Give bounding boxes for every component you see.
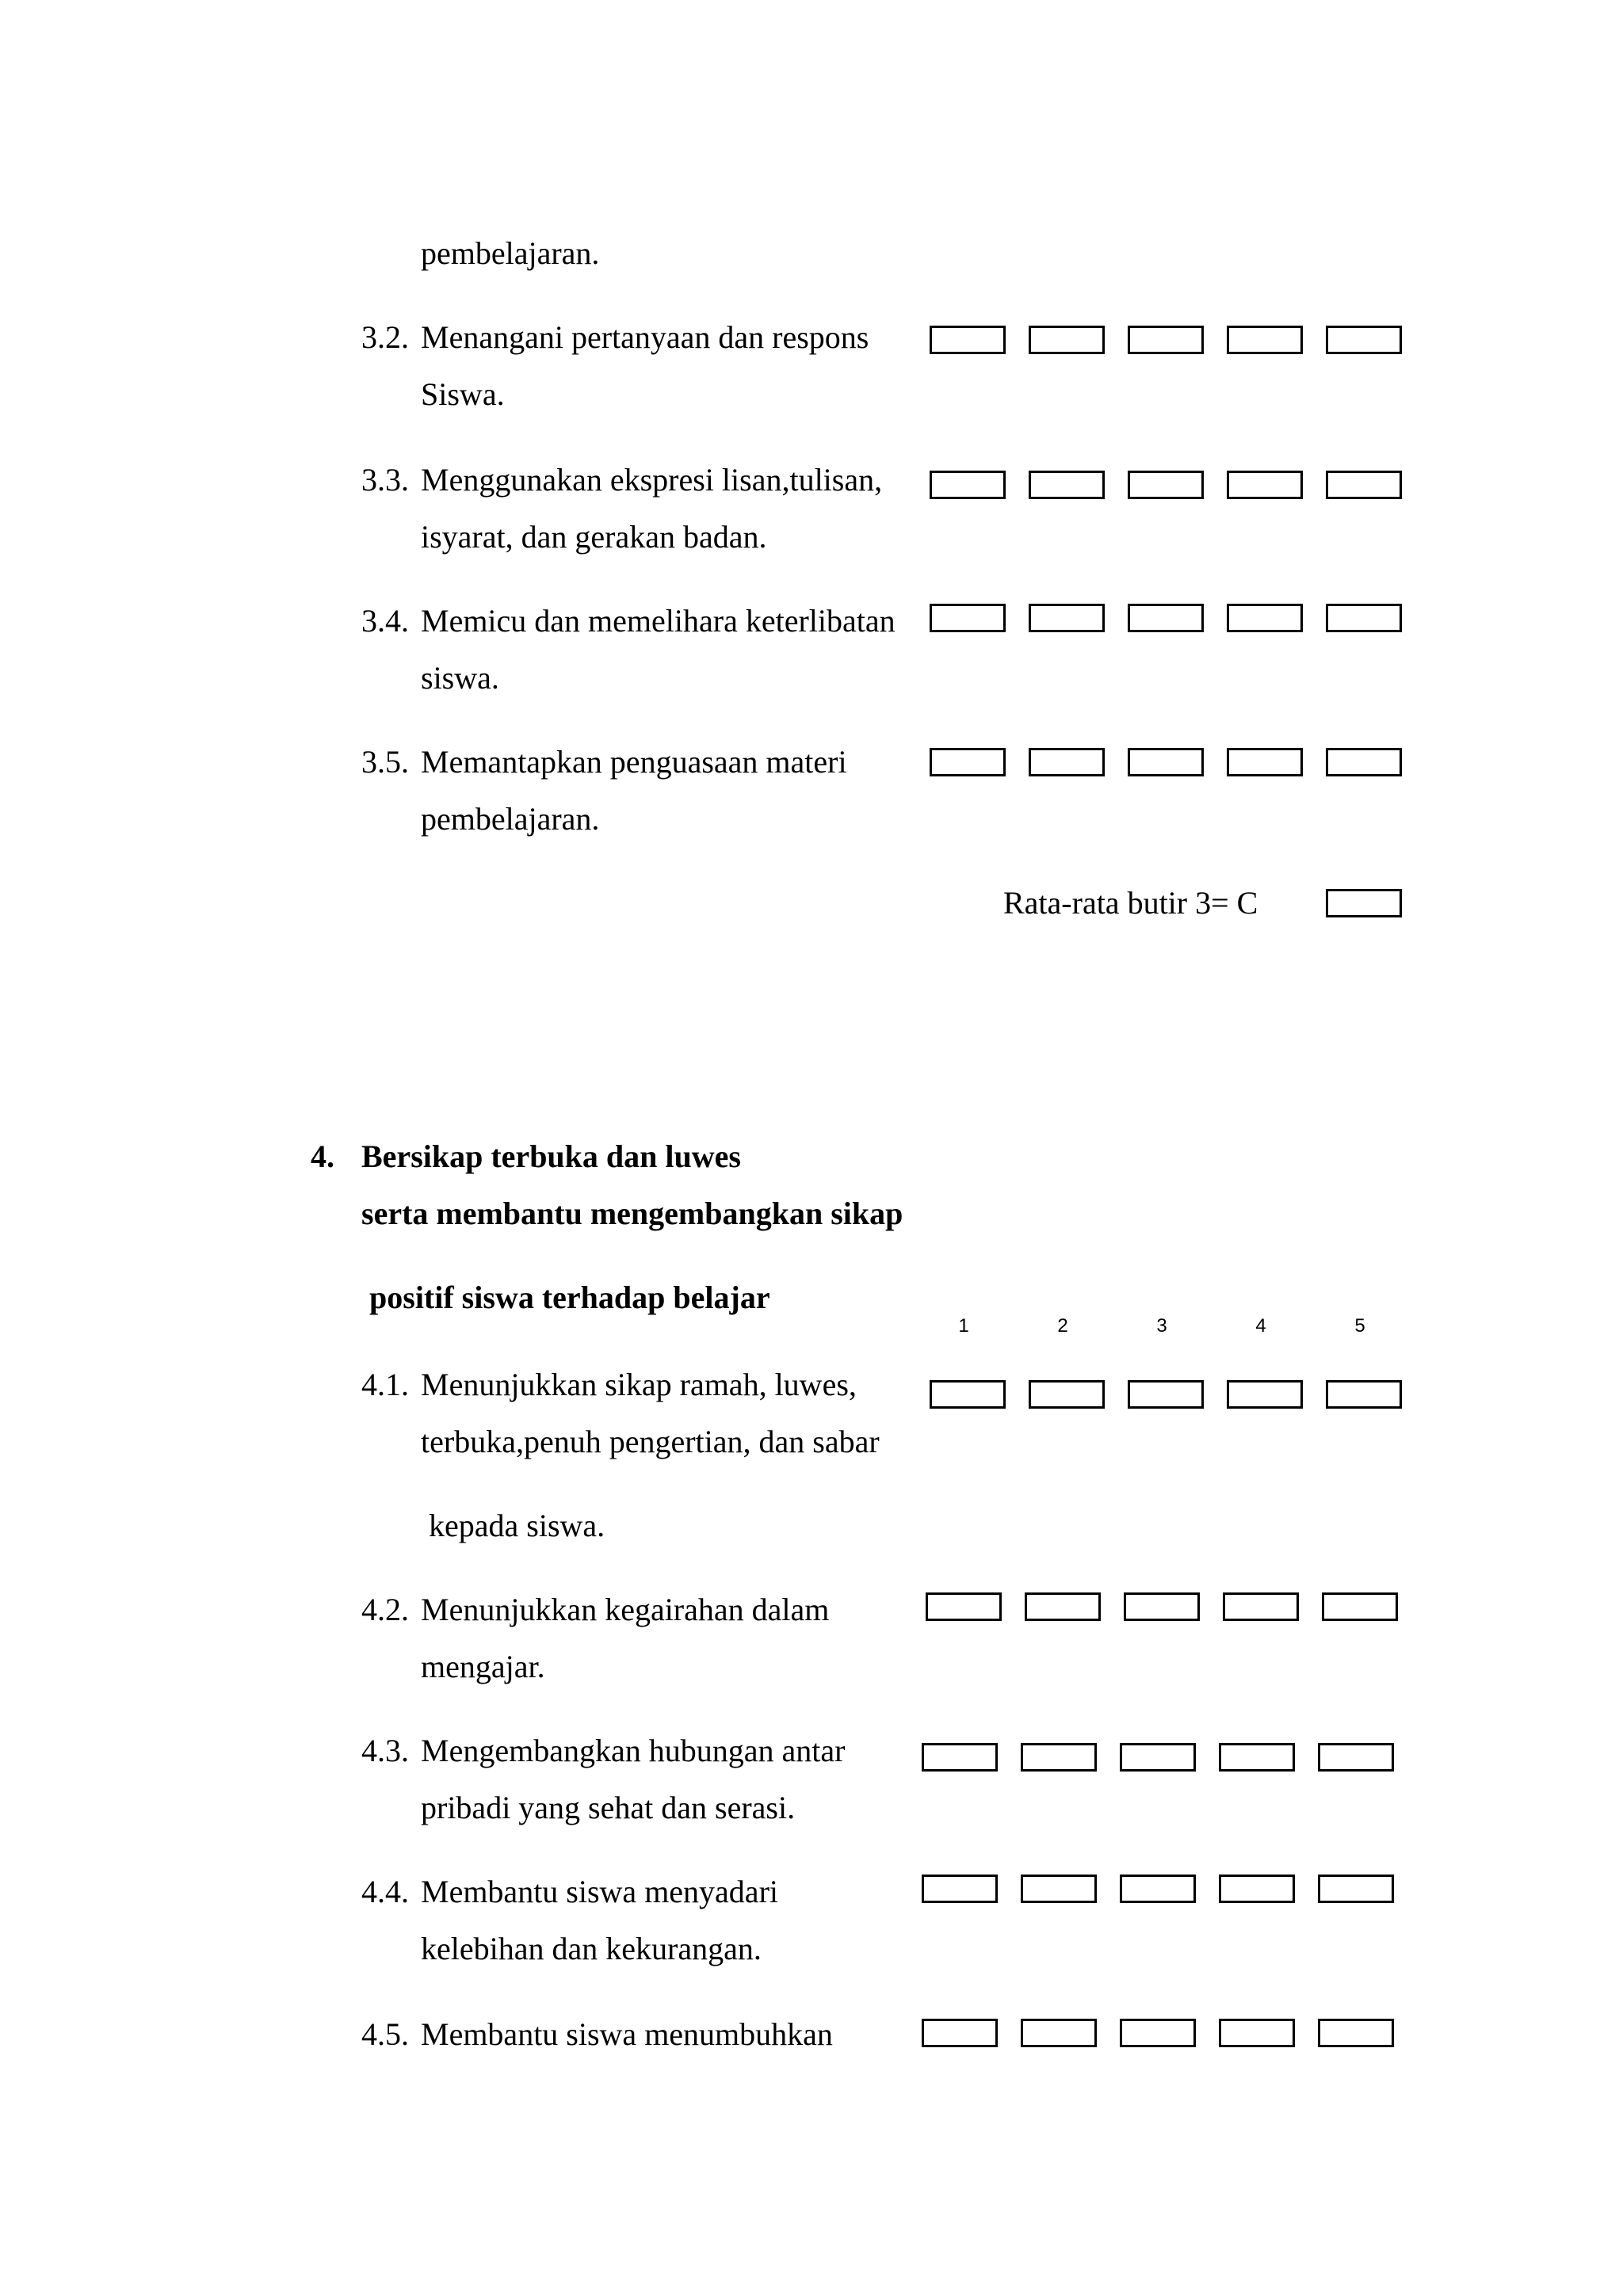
- item-number: 4.3.: [361, 1733, 409, 1768]
- rating-box-5[interactable]: [1322, 1592, 1398, 1621]
- rating-box-1[interactable]: [930, 1380, 1006, 1409]
- section-heading-line3: positif siswa terhadap belajar: [369, 1280, 770, 1315]
- rating-box-4[interactable]: [1219, 1743, 1295, 1772]
- section3-continuation-text: pembelajaran.: [421, 235, 600, 271]
- rating-box-2[interactable]: [1029, 604, 1105, 632]
- item-text-line3: kepada siswa.: [429, 1508, 605, 1543]
- rating-box-2[interactable]: [1029, 471, 1105, 499]
- rating-box-3[interactable]: [1128, 471, 1204, 499]
- item-text-line2: Siswa.: [421, 376, 505, 412]
- item-number: 4.2.: [361, 1592, 409, 1627]
- scale-label-5: 5: [1354, 1315, 1365, 1337]
- rating-box-4[interactable]: [1227, 1380, 1303, 1409]
- item-text-line1: Membantu siswa menumbuhkan: [421, 2016, 833, 2052]
- rating-box-3[interactable]: [1128, 326, 1204, 354]
- rating-box-2[interactable]: [1029, 326, 1105, 354]
- item-text-line1: Menunjukkan sikap ramah, luwes,: [421, 1367, 857, 1402]
- rating-box-2[interactable]: [1029, 1380, 1105, 1409]
- rating-box-3[interactable]: [1120, 2019, 1196, 2047]
- rating-box-2[interactable]: [1021, 1743, 1097, 1772]
- rating-box-1[interactable]: [922, 1875, 998, 1903]
- rating-box-4[interactable]: [1219, 2019, 1295, 2047]
- rating-box-1[interactable]: [926, 1592, 1002, 1621]
- item-text-line2: mengajar.: [421, 1649, 545, 1684]
- item-text-line1: Mengembangkan hubungan antar: [421, 1733, 846, 1768]
- rating-box-2[interactable]: [1021, 2019, 1097, 2047]
- item-number: 3.5.: [361, 744, 409, 780]
- item-text-line1: Menangani pertanyaan dan respons: [421, 319, 869, 355]
- rating-box-3[interactable]: [1128, 1380, 1204, 1409]
- item-text-line2: terbuka,penuh pengertian, dan sabar: [421, 1424, 880, 1459]
- item-text-line1: Menggunakan ekspresi lisan,tulisan,: [421, 462, 883, 498]
- section-heading-line1: Bersikap terbuka dan luwes: [361, 1138, 741, 1174]
- rating-box-2[interactable]: [1025, 1592, 1101, 1621]
- average-label: Rata-rata butir 3= C: [1003, 885, 1258, 921]
- rating-box-5[interactable]: [1326, 326, 1402, 354]
- rating-box-4[interactable]: [1227, 326, 1303, 354]
- rating-box-4[interactable]: [1227, 748, 1303, 776]
- rating-box-5[interactable]: [1318, 1743, 1394, 1772]
- item-text-line2: siswa.: [421, 660, 499, 696]
- rating-box-5[interactable]: [1326, 1380, 1402, 1409]
- item-number: 4.1.: [361, 1367, 409, 1402]
- item-number: 3.3.: [361, 462, 409, 498]
- average-box[interactable]: [1326, 889, 1402, 917]
- scale-label-3: 3: [1156, 1315, 1167, 1337]
- rating-box-3[interactable]: [1120, 1743, 1196, 1772]
- rating-box-2[interactable]: [1029, 748, 1105, 776]
- item-number: 3.2.: [361, 319, 409, 355]
- item-text-line1: Membantu siswa menyadari: [421, 1874, 778, 1909]
- rating-box-3[interactable]: [1124, 1592, 1200, 1621]
- rating-box-3[interactable]: [1120, 1875, 1196, 1903]
- rating-box-4[interactable]: [1219, 1875, 1295, 1903]
- scale-label-4: 4: [1255, 1315, 1266, 1337]
- rating-box-1[interactable]: [930, 604, 1006, 632]
- rating-box-4[interactable]: [1223, 1592, 1299, 1621]
- rating-box-2[interactable]: [1021, 1875, 1097, 1903]
- scale-label-1: 1: [958, 1315, 969, 1337]
- item-text-line1: Menunjukkan kegairahan dalam: [421, 1592, 830, 1627]
- rating-box-5[interactable]: [1318, 1875, 1394, 1903]
- rating-box-5[interactable]: [1326, 471, 1402, 499]
- item-text-line2: pribadi yang sehat dan serasi.: [421, 1790, 796, 1825]
- item-number: 4.5.: [361, 2016, 409, 2052]
- section-number: 4.: [311, 1138, 334, 1174]
- section-heading-line2: serta membantu mengembangkan sikap: [361, 1196, 903, 1231]
- rating-box-5[interactable]: [1326, 604, 1402, 632]
- item-text-line1: Memicu dan memelihara keterlibatan: [421, 603, 896, 639]
- item-number: 3.4.: [361, 603, 409, 639]
- item-text-line2: isyarat, dan gerakan badan.: [421, 519, 767, 555]
- rating-box-4[interactable]: [1227, 604, 1303, 632]
- item-text-line2: kelebihan dan kekurangan.: [421, 1931, 762, 1966]
- rating-box-4[interactable]: [1227, 471, 1303, 499]
- rating-box-5[interactable]: [1318, 2019, 1394, 2047]
- item-text-line1: Memantapkan penguasaan materi: [421, 744, 847, 780]
- rating-box-5[interactable]: [1326, 748, 1402, 776]
- rating-box-1[interactable]: [922, 1743, 998, 1772]
- rating-box-3[interactable]: [1128, 604, 1204, 632]
- rating-box-3[interactable]: [1128, 748, 1204, 776]
- item-text-line2: pembelajaran.: [421, 801, 600, 837]
- scale-label-2: 2: [1057, 1315, 1068, 1337]
- item-number: 4.4.: [361, 1874, 409, 1909]
- rating-box-1[interactable]: [930, 471, 1006, 499]
- rating-box-1[interactable]: [922, 2019, 998, 2047]
- rating-box-1[interactable]: [930, 748, 1006, 776]
- rating-box-1[interactable]: [930, 326, 1006, 354]
